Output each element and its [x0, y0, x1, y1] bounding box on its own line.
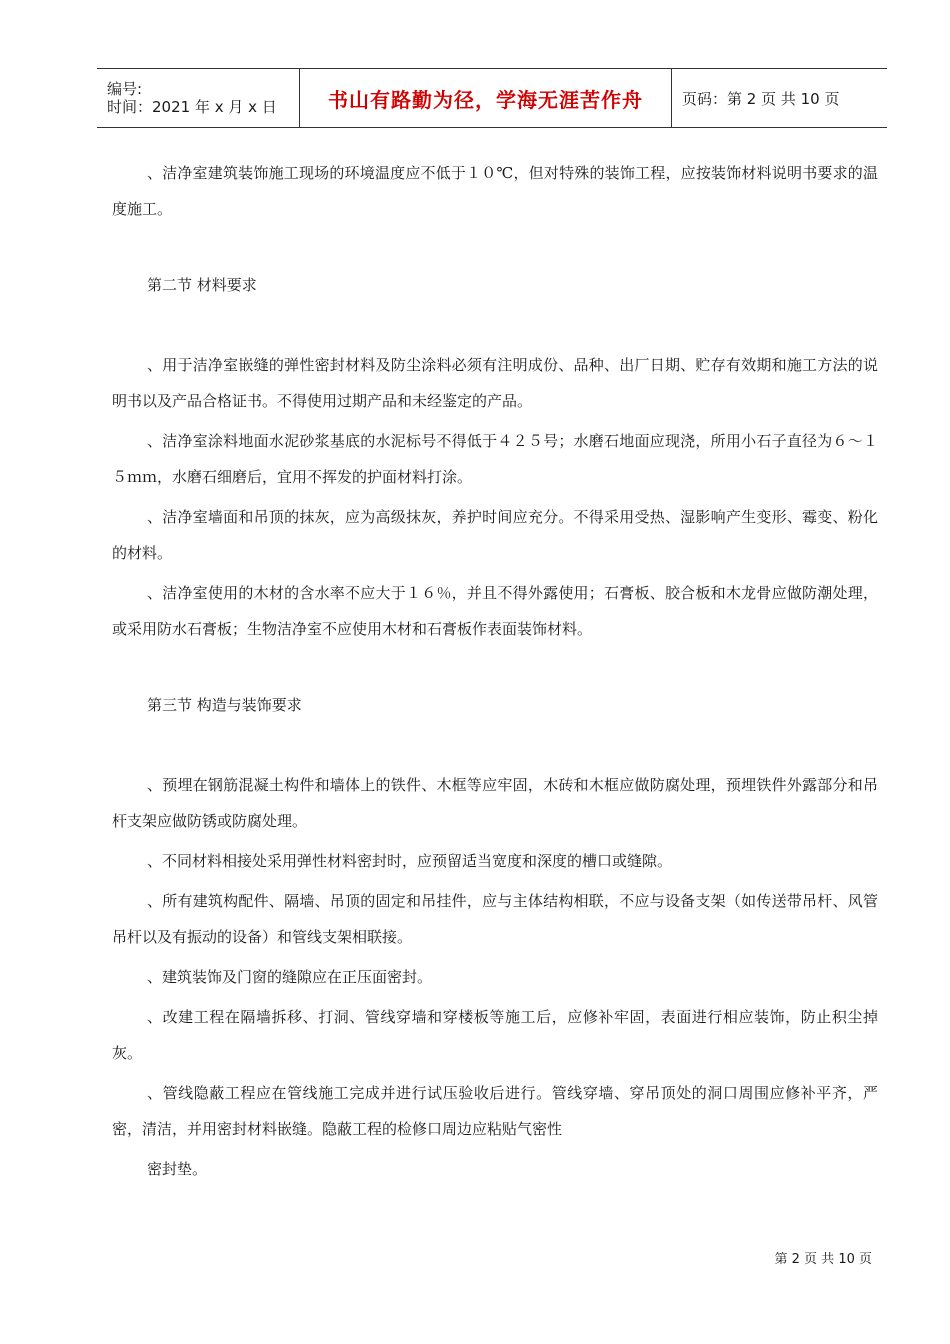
paragraph-continuation: 密封垫。	[147, 1160, 208, 1178]
section-heading: 第三节 构造与装饰要求	[147, 696, 302, 714]
list-item: 、预埋在钢筋混凝土构件和墙体上的铁件、木框等应牢固，木砖和木框应做防腐处理，预埋铁件外露部分和吊杆支架应做防锈或防腐处理。	[112, 776, 878, 830]
header-page-number: 页码：第 2 页 共 10 页	[682, 89, 840, 108]
list-item: 、洁净室墙面和吊顶的抹灰，应为高级抹灰，养护时间应充分。不得采用受热、湿影响产生变形、霉变、粉化的材料。	[112, 508, 878, 562]
section-2-list	[112, 347, 878, 647]
serial-label: 编号:	[107, 80, 143, 98]
list-item: 、洁净室使用的木材的含水率不应大于１６％，并且不得外露使用；石膏板、胶合板和木龙骨应做防潮处理，或采用防水石膏板；生物洁净室不应使用木材和石膏板作表面装饰材料。	[112, 584, 878, 638]
section-heading: 第二节 材料要求	[147, 276, 257, 294]
paragraph: 、洁净室建筑装饰施工现场的环境温度应不低于１０℃，但对特殊的装饰工程，应按装饰材料说明书要求的温度施工。	[112, 164, 878, 218]
list-item: 、不同材料相接处采用弹性材料密封时，应预留适当宽度和深度的槽口或缝隙。	[147, 852, 673, 870]
page-header	[97, 68, 887, 128]
section-3-list	[112, 767, 878, 1187]
list-item: 、建筑装饰及门窗的缝隙应在正压面密封。	[147, 968, 433, 986]
time-label: 时间：2021 年 x 月 x 日	[107, 98, 277, 116]
list-item: 、洁净室涂料地面水泥砂浆基底的水泥标号不得低于４２５号；水磨石地面应现浇，所用小石子直径为６～１５ｍｍ，水磨石细磨后，宜用不挥发的护面材料打涂。	[112, 432, 878, 486]
list-item: 、用于洁净室嵌缝的弹性密封材料及防尘涂料必须有注明成份、品种、出厂日期、贮存有效期和施工方法的说明书以及产品合格证书。不得使用过期产品和未经鉴定的产品。	[112, 356, 878, 410]
list-item: 、所有建筑构配件、隔墙、吊顶的固定和吊挂件，应与主体结构相联，不应与设备支架（如传送带吊杆、风管吊杆以及有振动的设备）和管线支架相联接。	[112, 892, 878, 946]
page-footer: 第 2 页 共 10 页	[774, 1252, 872, 1267]
header-meta	[97, 69, 300, 127]
list-item: 、改建工程在隔墙拆移、打洞、管线穿墙和穿楼板等施工后，应修补牢固，表面进行相应装饰，防止积尘掉灰。	[112, 1008, 878, 1062]
header-motto: 书山有路勤为径，学海无涯苦作舟	[300, 69, 672, 127]
document-body	[112, 155, 878, 1191]
list-item: 、管线隐蔽工程应在管线施工完成并进行试压验收后进行。管线穿墙、穿吊顶处的洞口周围应修补平齐，严密，清洁，并用密封材料嵌缝。隐蔽工程的检修口周边应粘贴气密性	[112, 1084, 878, 1138]
